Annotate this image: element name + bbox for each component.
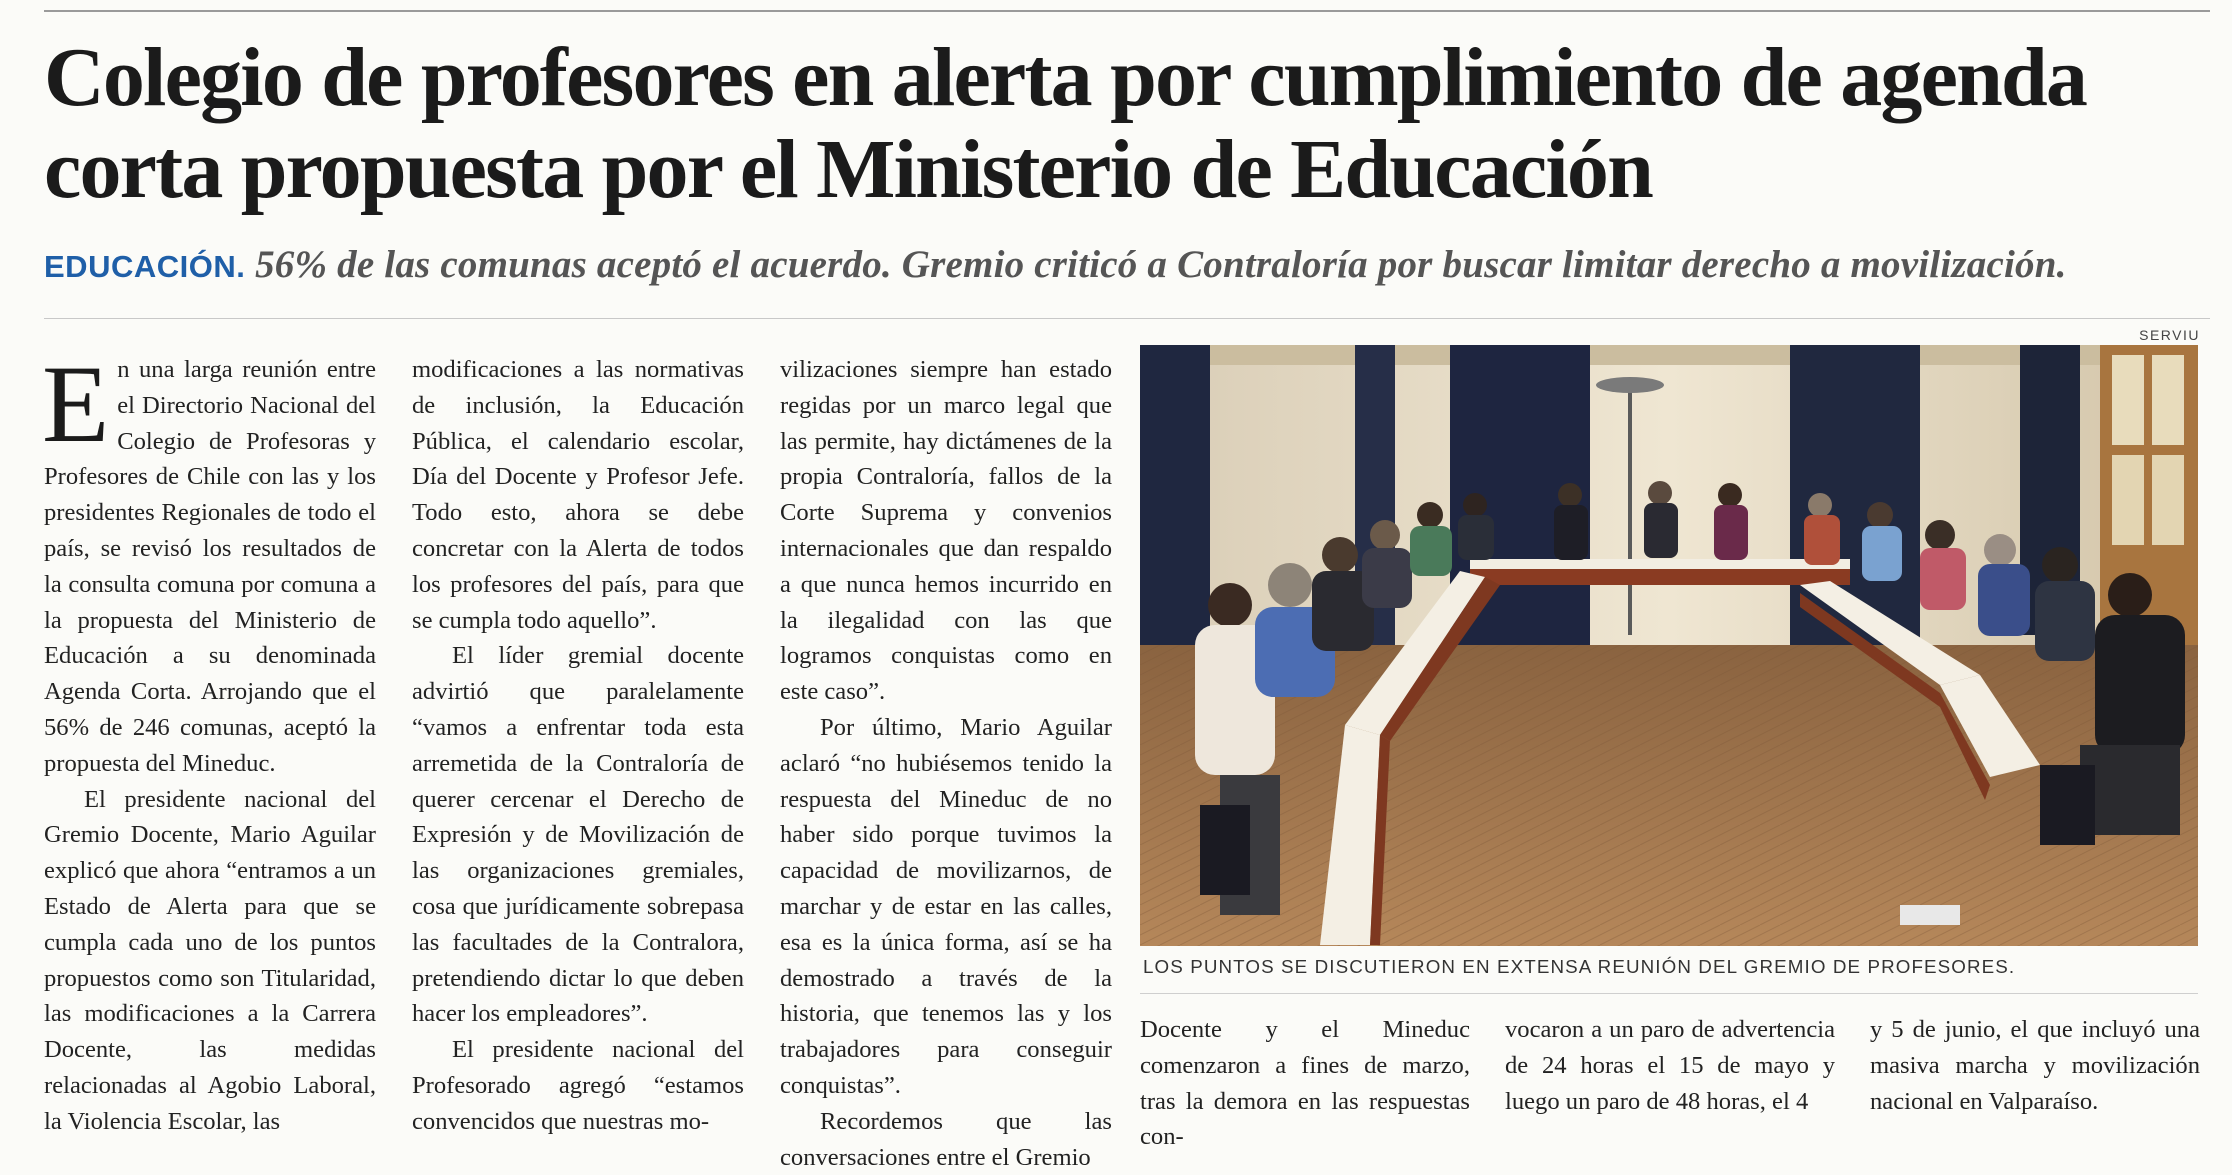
article-column-6 [1870, 1012, 2200, 1119]
article-column-5 [1505, 1012, 1835, 1119]
headline-line-2: corta propuesta por el Ministerio de Educación [44, 123, 1653, 216]
article-column-1 [42, 343, 376, 1140]
paragraph-contraloria: El líder gremial docente advirtió que paralelamente “vamos a enfrentar toda esta arremetida de la Contraloría de querer cercenar el Derecho de Expresión y de Movilización de las organizaciones gremiales, cosa que jurídicamente sobrepasa las facultades de la Contralora, pretendiendo dictar lo que deben hacer los empleadores”. [412, 642, 744, 1028]
paragraph-lead [42, 343, 376, 782]
paragraph-recordemos-cont-1: Docente y el Mineduc comenzaron a fines de marzo, tras la demora en las respuestas con- [1140, 1016, 1470, 1151]
paragraph-aguilar-continued: modificaciones a las normativas de inclusión, la Educación Pública, el calendario escolar, Día del Docente y Profesor Jefe. Todo esto, ahora se debe concretar con la Alerta de todos los profesores del país, para que se cumpla todo aquello”. [412, 356, 744, 634]
paragraph-convinced-continued: vilizaciones siempre han estado regidas por un marco legal que las permite, hay dictámenes de la propia Contraloría, fallos de la Corte Suprema y convenios internacionales que dan respaldo a que nunca hemos incurrido en la ilegalidad con las que logramos conquistas como en este caso”. [780, 356, 1112, 706]
deck-subtitle: 56% de las comunas aceptó el acuerdo. Gremio criticó a Contraloría por buscar limitar derecho a movilización. [255, 243, 2067, 286]
section-kicker: EDUCACIÓN. [44, 249, 246, 284]
deck [44, 240, 2214, 292]
headline-line-1: Colegio de profesores en alerta por cumplimiento de agenda [44, 31, 2087, 124]
article-column-2 [412, 352, 744, 1140]
article-column-4 [1140, 1012, 1470, 1155]
paragraph-recordemos: Recordemos que las conversaciones entre el Gremio [780, 1107, 1112, 1171]
deck-rule [44, 318, 2210, 319]
top-rule [44, 10, 2210, 12]
paragraph-por-ultimo: Por último, Mario Aguilar aclaró “no hubiésemos tenido la respuesta del Mineduc de no haber sido porque tuvimos la capacidad de movilizarnos, de marchar y de estar en las calles, esa es la única forma, así se ha demostrado a través de la historia, que tenemos las y los trabajadores para conseguir conquistas”. [780, 713, 1112, 1099]
headline [44, 32, 2214, 216]
paragraph-recordemos-cont-3: y 5 de junio, el que incluyó una masiva marcha y movilización nacional en Valparaíso. [1870, 1016, 2200, 1115]
article-column-3 [780, 352, 1112, 1175]
caption-rule [1140, 993, 2198, 994]
meeting-photo [1140, 345, 2198, 946]
paragraph-aguilar-statement: El presidente nacional del Gremio Docente, Mario Aguilar explicó que ahora “entramos a un Estado de Alerta para que se cumpla cada uno de los puntos propuestos como son Titularidad, las modificaciones a la Carrera Docente, las medidas relacionadas al Agobio Laboral, la Violencia Escolar, las [44, 785, 376, 1135]
photo-credit: SERVIU [2139, 327, 2200, 343]
paragraph-lead-text: n una larga reunión entre el Directorio Nacional del Colegio de Profesoras y Profesores de Chile con las y los presidentes Regionales de todo el país, se revisó los resultados de la consulta comuna por comuna a la propuesta del Ministerio de Educación a su denominada Agenda Corta. Arrojando que el 56% de 246 comunas, aceptó la propuesta del Mineduc. [44, 356, 376, 777]
drop-cap: E [42, 343, 110, 465]
photo-caption: LOS PUNTOS SE DISCUTIERON EN EXTENSA REUNIÓN DEL GREMIO DE PROFESORES. [1143, 956, 2016, 977]
paragraph-recordemos-cont-2: vocaron a un paro de advertencia de 24 horas el 15 de mayo y luego un paro de 48 horas, el 4 [1505, 1016, 1835, 1115]
paragraph-convinced: El presidente nacional del Profesorado agregó “estamos convencidos que nuestras mo- [412, 1036, 744, 1135]
